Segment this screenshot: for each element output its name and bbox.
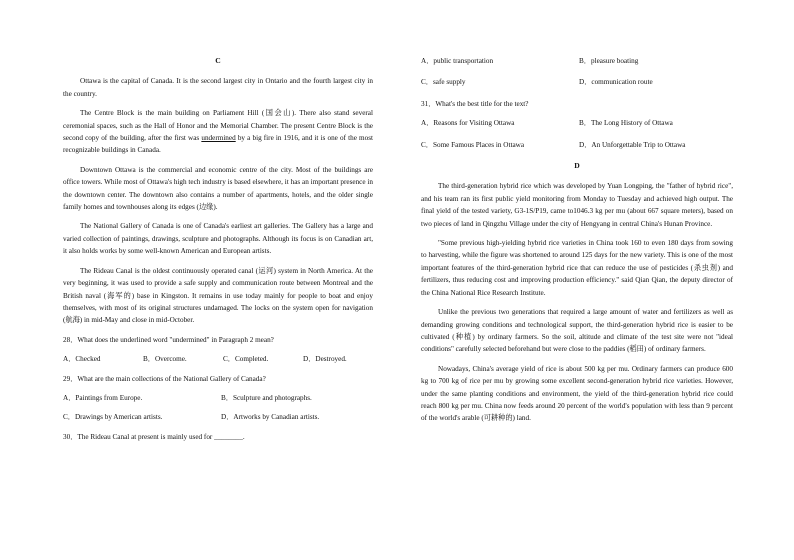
question-28-options <box>63 353 373 365</box>
question-30-options-row-2 <box>421 76 733 88</box>
left-column <box>63 55 373 450</box>
q30-option-a: A．public transportation <box>421 57 494 65</box>
paragraph-2-text-after: by a big fire in 1916, and it is one of the most recognizable buildings in Canada. <box>63 134 374 155</box>
passage-d-paragraph-4: Nowadays, China's average yield of rice is about 500 kg per mu. Ordinary farmers can produce 600 kg to 700 kg of rice per mu by growing some excellent second-generation hybrid rice varieties. However, under the same planting conditions and environment, the yield of the third-generation hybrid rice could reach 800 kg per mu. China now feeds around 20 percent of the world's population with less than 9 percent of the world's arable (可耕种的) land. <box>421 364 733 423</box>
q31-option-b: B．The Long History of Ottawa <box>579 119 673 128</box>
question-29: 29．What are the main collections of the National Gallery of Canada? <box>63 374 266 383</box>
q29-option-a: A．Paintings from Europe. <box>63 393 143 402</box>
passage-c-paragraph-5: The Rideau Canal is the oldest continuously operated canal (运河) system in North America. At the very beginning, it was used to provide a safe supply and communication route between Montreal and the British naval (海军的) base in Kingston. It remains in use today mainly for people to boat and enjoy themselves, with most of its original structures undamaged. The locks on the system open for navigation (航海) in mid-May and close in mid-October. <box>63 266 373 325</box>
question-28: 28．What does the underlined word "undermined" in Paragraph 2 mean? <box>63 335 274 344</box>
question-31-options-row-2 <box>421 139 733 151</box>
q29-option-b: B．Sculpture and photographs. <box>221 393 312 402</box>
passage-c-heading: C <box>215 56 221 65</box>
q30-option-c: C．safe supply <box>421 78 466 87</box>
paragraph-2-text-before: The Centre Block is the main building on Parliament Hill (国会山). There also stand several ceremonial spaces, such as the Hall of Honor and the Memorial Chamber. The present Centre Block is the second copy of the building, after the first was <box>63 109 373 143</box>
question-29-options-row-2 <box>63 411 373 423</box>
underlined-word: undermined <box>201 134 236 143</box>
passage-d-paragraph-1: The third-generation hybrid rice which was developed by Yuan Longping, the "father of hybrid rice", and his team ran its first public yield monitoring from Monday to Tuesday and achieved high output. The final yield of the tested variety, G3-1S/P19, came to1046.3 kg per mu (about 667 square meters), based on two pieces of land in Qingzhu Village under the city of Hengyang in central China's Hunan Province. <box>421 182 733 228</box>
q28-option-c: C．Completed. <box>223 355 269 364</box>
q28-option-d: D．Destroyed. <box>303 355 347 364</box>
passage-d-heading: D <box>574 161 580 171</box>
q28-option-a: A．Checked <box>63 355 101 364</box>
q28-option-b: B．Overcome. <box>143 355 187 364</box>
passage-c-paragraph-1: Ottawa is the capital of Canada. It is the second largest city in Ontario and the fourth largest city in the country. <box>63 77 373 98</box>
passage-c-paragraph-4: The National Gallery of Canada is one of Canada's earliest art galleries. The Gallery has a large and varied collection of paintings, drawings, sculpture and photographs. Although its focus is on Canadian art, it also holds works by some well-known American and European artists. <box>63 222 373 256</box>
question-31: 31．What's the best title for the text? <box>421 99 529 108</box>
q29-option-d: D．Artworks by Canadian artists. <box>221 413 320 422</box>
q30-option-d: D．communication route <box>579 78 653 87</box>
right-column <box>421 55 733 432</box>
question-30-options-row-1 <box>421 55 733 67</box>
q31-option-c: C．Some Famous Places in Ottawa <box>421 140 525 149</box>
q30-option-b: B．pleasure boating <box>579 57 639 65</box>
passage-c-paragraph-2 <box>63 107 373 157</box>
passage-d-paragraph-2: "Some previous high-yielding hybrid rice varieties in China took 160 to even 180 days from sowing to harvesting, while the figure was shortened to around 125 days for the new variety. This is one of the most important features of the third-generation hybrid rice that can reduce the use of pesticides (杀虫剂) and fertilizers, thus reducing cost and improving production efficiency." said Qian Qian, the deputy director of the China National Rice Research Institute. <box>421 239 733 297</box>
question-30: 30．The Rideau Canal at present is mainly used for ________. <box>63 432 245 441</box>
passage-c-paragraph-3: Downtown Ottawa is the commercial and economic centre of the city. Most of the buildings are office towers. While most of Ottawa's high tech industry is based elsewhere, it has an important presence in the downtown center. The downtown also contains a number of apartments, hotels, and the older single family homes and townhouses along its edges (边缘). <box>63 165 373 212</box>
question-31-options-row-1 <box>421 117 733 129</box>
q29-option-c: C．Drawings by American artists. <box>63 413 163 422</box>
q31-option-d: D．An Unforgettable Trip to Ottawa <box>579 140 686 149</box>
question-29-options-row-1 <box>63 392 373 404</box>
passage-d-paragraph-3: Unlike the previous two generations that required a large amount of water and fertilizers as well as demanding growing conditions and technological support, the third-generation hybrid rice is easier to be cultivated (种植) by ordinary farmers. So the soil, altitude and climate of the test site were not "ideal conditions" carefully selected beforehand but were close to the paddies (稻田) of ordinary farmers. <box>421 308 733 354</box>
q31-option-a: A．Reasons for Visiting Ottawa <box>421 119 515 128</box>
